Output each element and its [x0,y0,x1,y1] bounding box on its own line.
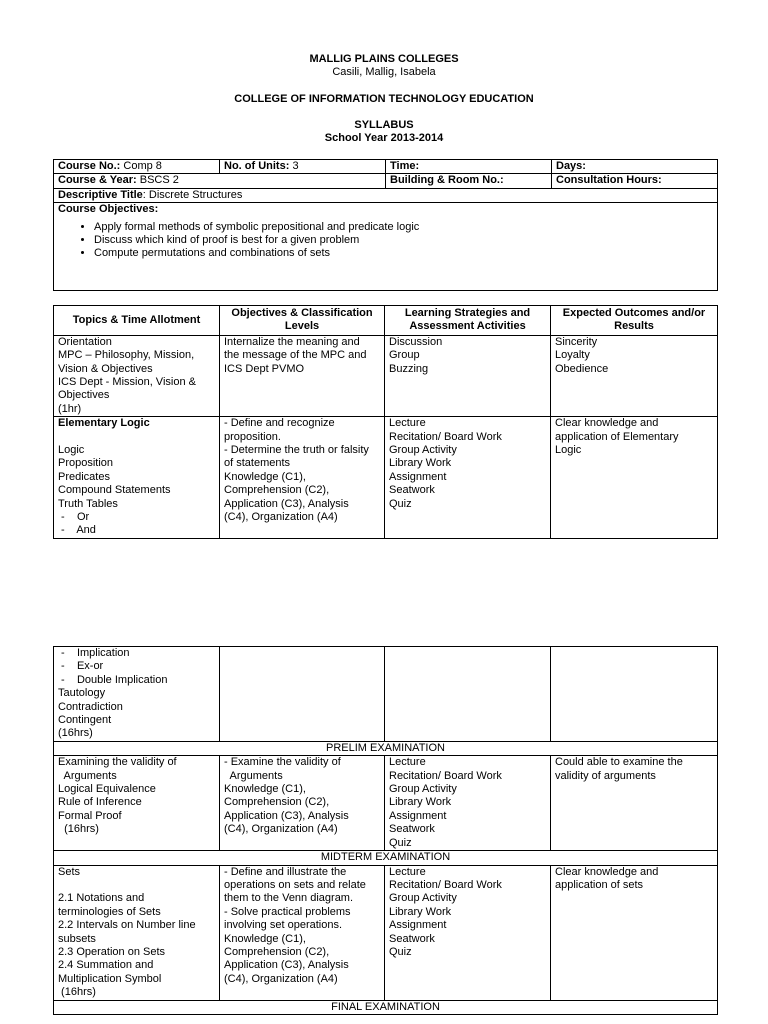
outcome-line: Clear knowledge and [555,417,659,430]
topic-line: 2.4 Summation and [58,959,154,972]
arguments-strategies [385,756,551,851]
college-address: Casili, Mallig, Isabela [332,66,436,78]
objective-line: of statements [224,457,291,470]
elementary-logic-objectives [220,417,385,539]
course-plan-table-1 [53,305,718,539]
units-label: No. of Units: [224,160,290,172]
strategy-line: Buzzing [389,362,429,375]
topic-line: (16hrs) [58,727,93,740]
strategy-line: Recitation/ Board Work [389,430,502,443]
orientation-outcomes [551,335,718,416]
arguments-outcomes [551,756,718,851]
outcome-line: Loyalty [555,349,590,362]
topic-line: Orientation [58,335,112,348]
empty-cell [385,647,551,742]
sets-strategies [385,865,551,1000]
strategy-line: Group [389,349,420,362]
topic-line: Predicates [58,470,110,483]
strategy-line: Assignment [389,919,447,932]
arguments-objectives [220,756,385,851]
empty-cell [220,647,385,742]
topic-line: MPC – Philosophy, Mission, [58,349,195,362]
topic-line: Logical Equivalence [58,783,156,796]
objective-line: (C4), Organization (A4) [224,823,338,836]
outcome-line: Could able to examine the [555,756,683,769]
outcome-line: validity of arguments [555,769,656,782]
strategy-line: Group Activity [389,444,457,457]
objective-line: - Examine the validity of [224,756,341,769]
topic-line: Multiplication Symbol [58,972,162,985]
prelim-examination: PRELIM EXAMINATION [54,741,718,755]
topic-line: 2.3 Operation on Sets [58,945,166,958]
objective-line: Comprehension (C2), [224,484,330,497]
objective-line: Comprehension (C2), [224,796,330,809]
course-objectives-label: Course Objectives: [58,203,159,216]
header-objectives: Objectives & Classification Levels [220,306,385,336]
topic-line: Formal Proof [58,809,122,822]
descriptive-title-label: Descriptive Title [58,188,143,201]
topic-line: - Ex-or [58,660,104,673]
logic-continued-topics [54,647,220,742]
course-objectives-cell [54,203,718,291]
topic-line: Contradiction [58,700,123,713]
strategy-line: Recitation/ Board Work [389,769,502,782]
elementary-logic-topics [54,417,220,539]
course-plan-table-2 [53,646,718,1015]
document-title: SYLLABUS [354,119,414,131]
sets-topics [54,865,220,1000]
topic-line: ICS Dept - Mission, Vision & [58,376,196,389]
objective-line: - Solve practical problems [224,905,351,918]
course-no-cell [54,160,220,174]
objective-line: Arguments [224,769,283,782]
strategy-line: Library Work [389,796,452,809]
objective-item: • Discuss which kind of proof is best for a given problem [94,234,713,247]
objective-line: Comprehension (C2), [224,945,330,958]
topic-line: (16hrs) [58,986,96,999]
header-outcomes: Expected Outcomes and/or Results [551,306,718,336]
topic-line: Objectives [58,389,110,402]
topic-line: Compound Statements [58,484,171,497]
midterm-examination: MIDTERM EXAMINATION [54,851,718,865]
outcome-line: Logic [555,444,582,457]
topic-line: subsets [58,932,96,945]
topic-line: - Double Implication [58,673,168,686]
topic-line: Examining the validity of [58,756,177,769]
course-year-label: Course & Year: [58,174,137,187]
objective-line: ICS Dept PVMO [224,362,305,375]
topic-line [58,879,215,892]
objective-line: Knowledge (C1), [224,932,306,945]
header-strategies: Learning Strategies and Assessment Activities [385,306,551,336]
objective-item: • Apply formal methods of symbolic prepositional and predicate logic [94,221,713,234]
objective-line: Knowledge (C1), [224,470,306,483]
topic-line: terminologies of Sets [58,905,161,918]
strategy-line: Quiz [389,836,412,849]
orientation-objectives [220,335,385,416]
department-name: COLLEGE OF INFORMATION TECHNOLOGY EDUCATION [234,93,534,105]
topic-line: Proposition [58,457,114,470]
topic-line: Logic [58,444,85,457]
topic-line: - Or [58,511,90,524]
final-examination: FINAL EXAMINATION [54,1000,718,1014]
strategy-line: Quiz [389,945,412,958]
outcome-line: Sincerity [555,335,598,348]
course-year-value: BSCS 2 [136,174,179,187]
strategy-line: Recitation/ Board Work [389,878,502,891]
strategy-line: Group Activity [389,892,457,905]
strategy-line: Seatwork [389,484,435,497]
strategy-line: Discussion [389,335,443,348]
objective-line: the message of the MPC and [224,349,367,362]
strategy-line: Group Activity [389,783,457,796]
building-room-label: Building & Room No.: [386,174,552,188]
sets-objectives [220,865,385,1000]
topic-line: Truth Tables [58,497,118,510]
strategy-line: Seatwork [389,823,435,836]
topic-line: Rule of Inference [58,796,142,809]
objective-line: - Define and illustrate the [224,865,347,878]
topic-line: 2.2 Intervals on Number line [58,919,196,932]
objective-line: operations on sets and relate [224,878,366,891]
arguments-topics [54,756,220,851]
objective-line: - Define and recognize [224,417,335,430]
outcome-line: application of Elementary [555,430,679,443]
objective-line: them to the Venn diagram. [224,892,354,905]
strategy-line: Library Work [389,457,452,470]
orientation-strategies [385,335,551,416]
objective-item: • Compute permutations and combinations of sets [94,247,713,260]
elementary-logic-outcomes [551,417,718,539]
time-label: Time: [386,160,552,174]
course-no-value: Comp 8 [120,160,162,172]
course-info-table [53,159,718,291]
topic-line: - Implication [58,647,130,659]
orientation-topics [54,335,220,416]
objective-line: involving set operations. [224,919,343,932]
topic-line: (1hr) [58,402,82,415]
objective-line: - Determine the truth or falsity [224,444,369,457]
strategy-line: Seatwork [389,932,435,945]
objective-line: proposition. [224,430,281,443]
strategy-line: Quiz [389,497,412,510]
sets-outcomes [551,865,718,1000]
objective-line: Application (C3), Analysis [224,959,349,972]
strategy-line: Lecture [389,417,426,430]
consultation-hours-label: Consultation Hours: [552,174,718,188]
topic-line: Arguments [58,769,117,782]
units-value: 3 [289,160,299,172]
descriptive-title-value: : Discrete Structures [142,188,243,201]
topic-line: (16hrs) [58,823,99,836]
units-cell [220,160,386,174]
descriptive-title-cell [54,188,718,202]
topic-line: Tautology [58,687,106,700]
topic-line: 2.1 Notations and [58,892,145,905]
elementary-logic-strategies [385,417,551,539]
school-year: School Year 2013-2014 [324,132,444,144]
outcome-line: application of sets [555,878,644,891]
days-label: Days: [552,160,718,174]
college-name: MALLIG PLAINS COLLEGES [309,53,459,65]
objective-line: Application (C3), Analysis [224,497,349,510]
empty-cell [551,647,718,742]
topic-line: Contingent [58,714,112,727]
strategy-line: Library Work [389,905,452,918]
topic-line: - And [58,524,96,537]
course-objectives-list [58,221,713,261]
header-topics: Topics & Time Allotment [54,306,220,336]
outcome-line: Obedience [555,362,609,375]
objective-line: (C4), Organization (A4) [224,511,338,524]
objective-line: Internalize the meaning and [224,335,360,348]
topic-title: Elementary Logic [58,417,150,430]
strategy-line: Lecture [389,865,426,878]
topic-line [58,431,215,444]
topic-line: Sets [58,865,81,878]
strategy-line: Lecture [389,756,426,769]
objective-line: (C4), Organization (A4) [224,972,338,985]
course-year-cell [54,174,386,188]
outcome-line: Clear knowledge and [555,865,659,878]
strategy-line: Assignment [389,809,447,822]
topic-line: Vision & Objectives [58,362,153,375]
objective-line: Knowledge (C1), [224,783,306,796]
course-no-label: Course No.: [58,160,121,172]
objective-line: Application (C3), Analysis [224,809,349,822]
strategy-line: Assignment [389,470,447,483]
